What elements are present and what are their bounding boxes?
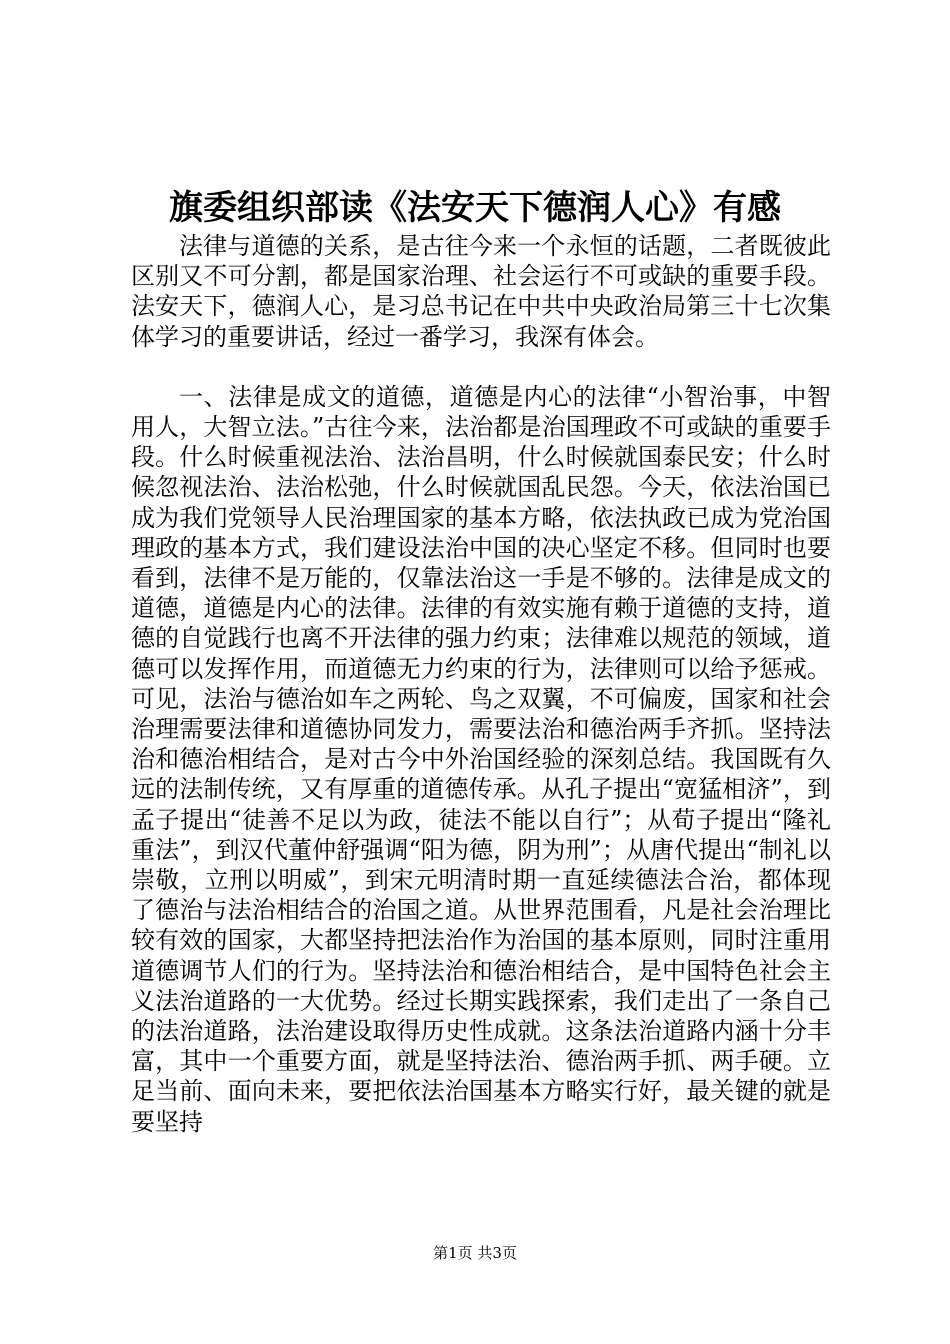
- paragraph-section-one: 一、法律是成文的道德，道德是内心的法律“小智治事，中智用人，大智立法。”古往今来，法治都是治国理政不可或缺的重要手段。什么时候重视法治、法治昌明，什么时候就国泰民安；什么时候忽视法治、法治松弛，什么时候就国乱民怨。今天，依法治国已成为我们党领导人民治理国家的基本方略，依法执政已成为党治国理政的基本方式，我们建设法治中国的决心坚定不移。但同时也要看到，法律不是万能的，仅靠法治这一手是不够的。法律是成文的道德，道德是内心的法律。法律的有效实施有赖于道德的支持，道德的自觉践行也离不开法律的强力约束；法律难以规范的领域，道德可以发挥作用，而道德无力约束的行为，法律则可以给予惩戒。可见，法治与德治如车之两轮、鸟之双翼，不可偏废，国家和社会治理需要法律和道德协同发力，需要法治和德治两手齐抓。坚持法治和德治相结合，是对古今中外治国经验的深刻总结。我国既有久远的法制传统，又有厚重的道德传承。从孔子提出“宽猛相济”，到孟子提出“徒善不足以为政，徒法不能以自行”；从荀子提出“隆礼重法”，到汉代董仲舒强调“阳为德，阴为刑”；从唐代提出“制礼以崇敬，立刑以明威”，到宋元明清时期一直延续德法合治，都体现了德治与法治相结合的治国之道。从世界范围看，凡是社会治理比较有效的国家，大都坚持把法治作为治国的基本原则，同时注重用道德调节人们的行为。坚持法治和德治相结合，是中国特色社会主义法治道路的一大优势。经过长期实践探索，我们走出了一条自己的法治道路，法治建设取得历史性成就。这条法治道路内涵十分丰富，其中一个重要方面，就是坚持法治、德治两手抓、两手硬。立足当前、面向未来，要把依法治国基本方略实行好，最关键的就是要坚持: [131, 382, 831, 1136]
- paragraph-intro: 法律与道德的关系，是古往今来一个永恒的话题，二者既彼此区别又不可分割，都是国家治理、社会运行不可或缺的重要手段。法安天下，德润人心，是习总书记在中共中央政治局第三十七次集体学习的重要讲话，经过一番学习，我深有体会。: [131, 232, 831, 351]
- page-footer: 第1页 共3页: [433, 1244, 517, 1262]
- document-body: [131, 231, 831, 1137]
- document-title: 旗委组织部读《法安天下德润人心》有感: [169, 188, 781, 228]
